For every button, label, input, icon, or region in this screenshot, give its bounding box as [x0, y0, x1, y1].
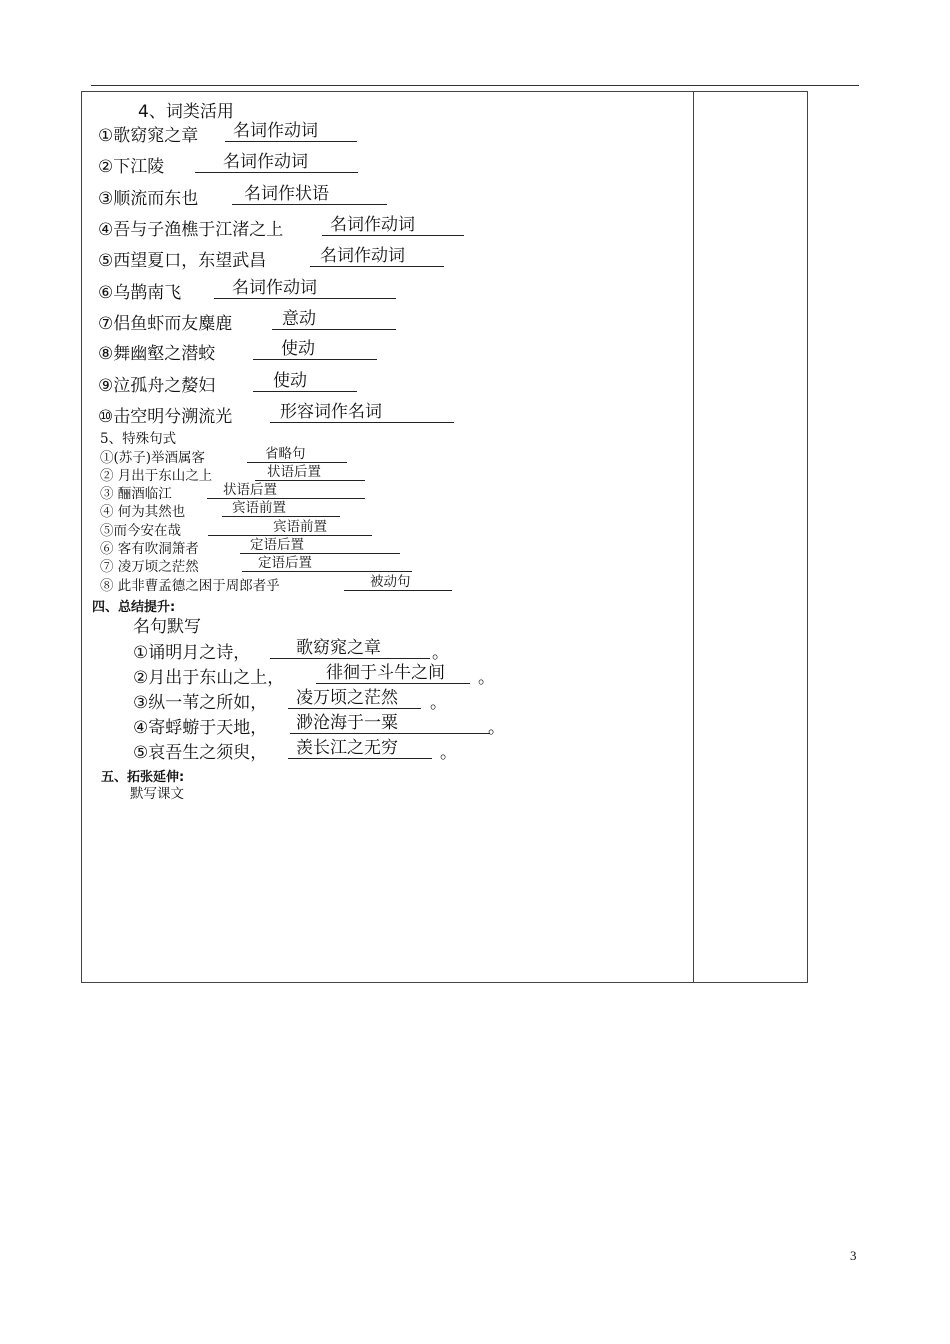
end-mark: 。	[430, 693, 447, 713]
section-subtitle: 名句默写	[133, 617, 201, 637]
question: ①诵明月之诗，	[133, 643, 251, 663]
question: ② 月出于东山之上	[100, 468, 213, 484]
answer-blank	[195, 152, 358, 173]
answer-blank	[310, 246, 444, 267]
answer: 宾语前置	[232, 500, 286, 516]
column-divider	[693, 91, 694, 983]
answer: 使动	[281, 339, 315, 359]
answer-blank	[288, 738, 432, 759]
question: ④ 何为其然也	[100, 504, 186, 520]
section-title: 4、词类活用	[138, 102, 234, 122]
answer: 歌窈窕之章	[296, 638, 381, 658]
answer: 意动	[282, 309, 316, 329]
answer: 形容词作名词	[280, 402, 382, 422]
question: ④吾与子渔樵于江渚之上	[98, 220, 284, 240]
answer: 名词作动词	[330, 215, 415, 235]
answer: 名词作动词	[233, 121, 318, 141]
section-title: 5、特殊句式	[100, 431, 177, 447]
question: ⑩击空明兮溯流光	[98, 407, 233, 427]
answer: 名词作动词	[223, 152, 308, 172]
section-body: 默写课文	[130, 786, 184, 802]
question: ⑤而今安在哉	[100, 523, 181, 539]
question: ⑧ 此非曹孟德之困于周郎者乎	[100, 578, 280, 594]
answer: 使动	[273, 371, 307, 391]
question: ⑤哀吾生之须臾，	[133, 743, 268, 763]
question: ③ 酾酒临江	[100, 486, 172, 502]
answer-blank	[322, 215, 464, 236]
answer-blank	[253, 339, 377, 360]
answer: 名词作动词	[320, 246, 405, 266]
answer: 名词作动词	[232, 278, 317, 298]
question: ①(苏子)举酒属客	[100, 450, 206, 466]
question: ⑧舞幽壑之潜蛟	[98, 344, 216, 364]
end-mark: 。	[440, 743, 457, 763]
question: ②下江陵	[98, 157, 165, 177]
question: ⑦ 凌万顷之茫然	[100, 559, 199, 575]
answer: 名词作状语	[244, 184, 329, 204]
answer: 徘徊于斗牛之间	[326, 663, 445, 683]
question: ⑥ 客有吹洞箫者	[100, 541, 199, 557]
answer: 状语后置	[223, 482, 277, 498]
answer-blank	[270, 638, 430, 659]
answer: 渺沧海于一粟	[296, 713, 398, 733]
answer: 状语后置	[267, 464, 321, 480]
answer-blank	[232, 184, 387, 205]
question: ③顺流而东也	[98, 189, 199, 209]
question: ⑦侣鱼虾而友麋鹿	[98, 314, 233, 334]
question: ③纵一苇之所如，	[133, 693, 268, 713]
answer: 宾语前置	[273, 519, 327, 535]
end-mark: 。	[432, 643, 449, 663]
answer-blank	[214, 278, 396, 299]
answer-blank	[225, 121, 357, 142]
answer: 定语后置	[258, 555, 312, 571]
section-heading: 五、拓张延伸:	[101, 770, 185, 785]
answer: 省略句	[265, 446, 306, 462]
section-heading: 四、总结提升:	[92, 600, 176, 615]
question: ①歌窈窕之章	[98, 126, 199, 146]
answer-blank	[290, 713, 490, 734]
end-mark: 。	[488, 718, 505, 738]
answer-blank	[344, 574, 452, 591]
answer: 被动句	[370, 574, 411, 590]
question: ⑥乌鹊南飞	[98, 283, 182, 303]
answer-blank	[207, 482, 365, 499]
answer-blank	[253, 371, 357, 392]
question: ⑤西望夏口，东望武昌	[98, 251, 267, 271]
end-mark: 。	[478, 668, 495, 688]
answer: 定语后置	[250, 537, 304, 553]
answer: 凌万顷之茫然	[296, 688, 398, 708]
answer-blank	[270, 402, 454, 423]
answer-blank	[316, 663, 470, 684]
question: ⑨泣孤舟之嫠妇	[98, 376, 216, 396]
answer: 羡长江之无穷	[296, 738, 398, 758]
header-rule	[91, 85, 859, 86]
answer-blank	[288, 688, 421, 709]
page-number: 3	[850, 1248, 857, 1263]
question: ②月出于东山之上，	[133, 668, 285, 688]
answer-blank	[272, 309, 396, 330]
question: ④寄蜉蝣于天地，	[133, 718, 268, 738]
